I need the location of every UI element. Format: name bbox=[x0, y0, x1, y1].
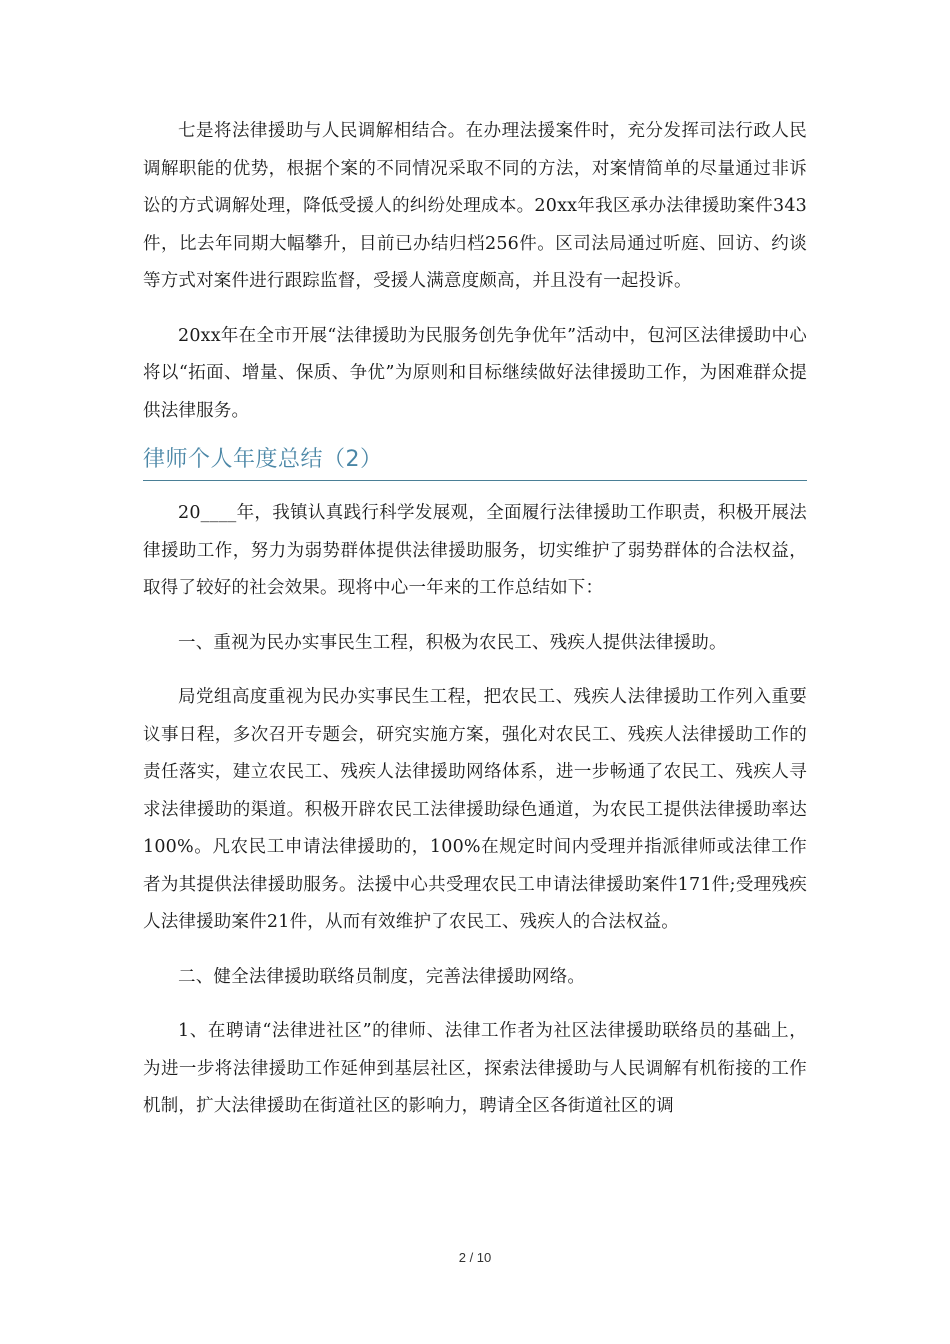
body-paragraph: 1、在聘请“法律进社区”的律师、法律工作者为社区法律援助联络员的基础上，为进一步将法律援助工作延伸到基层社区，探索法律援助与人民调解有机衔接的工作机制，扩大法律援助在街道社区的影响力，聘请全区各街道社区的调 bbox=[143, 1021, 807, 1116]
section-heading: 律师个人年度总结（2） bbox=[143, 447, 383, 472]
body-paragraph: 七是将法律援助与人民调解相结合。在办理法援案件时，充分发挥司法行政人民调解职能的优势，根据个案的不同情况采取不同的方法，对案情简单的尽量通过非诉讼的方式调解处理，降低受援人的纠纷处理成本。20xx年我区承办法律援助案件343件，比去年同期大幅攀升，目前已办结归档256件。区司法局通过听庭、回访、约谈等方式对案件进行跟踪监督，受援人满意度颇高，并且没有一起投诉。 bbox=[143, 121, 807, 291]
document-body bbox=[143, 113, 807, 1126]
subheading-paragraph: 一、重视为民办实事民生工程，积极为农民工、残疾人提供法律援助。 bbox=[178, 632, 727, 653]
body-paragraph: 20xx年在全市开展“法律援助为民服务创先争优年”活动中，包河区法律援助中心将以“拓面、增量、保质、争优”为原则和目标继续做好法律援助工作，为困难群众提供法律服务。 bbox=[143, 325, 807, 421]
section-heading-block bbox=[143, 444, 807, 481]
page-number: 2 / 10 bbox=[458, 1250, 492, 1265]
subheading-paragraph: 二、健全法律援助联络员制度，完善法律援助网络。 bbox=[178, 966, 586, 987]
body-paragraph: 局党组高度重视为民办实事民生工程，把农民工、残疾人法律援助工作列入重要议事日程，多次召开专题会，研究实施方案，强化对农民工、残疾人法律援助工作的责任落实，建立农民工、残疾人法律援助网络体系，进一步畅通了农民工、残疾人寻求法律援助的渠道。积极开辟农民工法律援助绿色通道，为农民工提供法律援助率达100%。凡农民工申请法律援助的，100%在规定时间内受理并指派律师或法律工作者为其提供法律援助服务。法援中心共受理农民工申请法律援助案件171件;受理残疾人法律援助案件21件，从而有效维护了农民工、残疾人的合法权益。 bbox=[143, 687, 807, 932]
body-paragraph: 20____年，我镇认真践行科学发展观，全面履行法律援助工作职责，积极开展法律援助工作，努力为弱势群体提供法律援助服务，切实维护了弱势群体的合法权益，取得了较好的社会效果。现将中心一年来的工作总结如下： bbox=[143, 503, 807, 598]
